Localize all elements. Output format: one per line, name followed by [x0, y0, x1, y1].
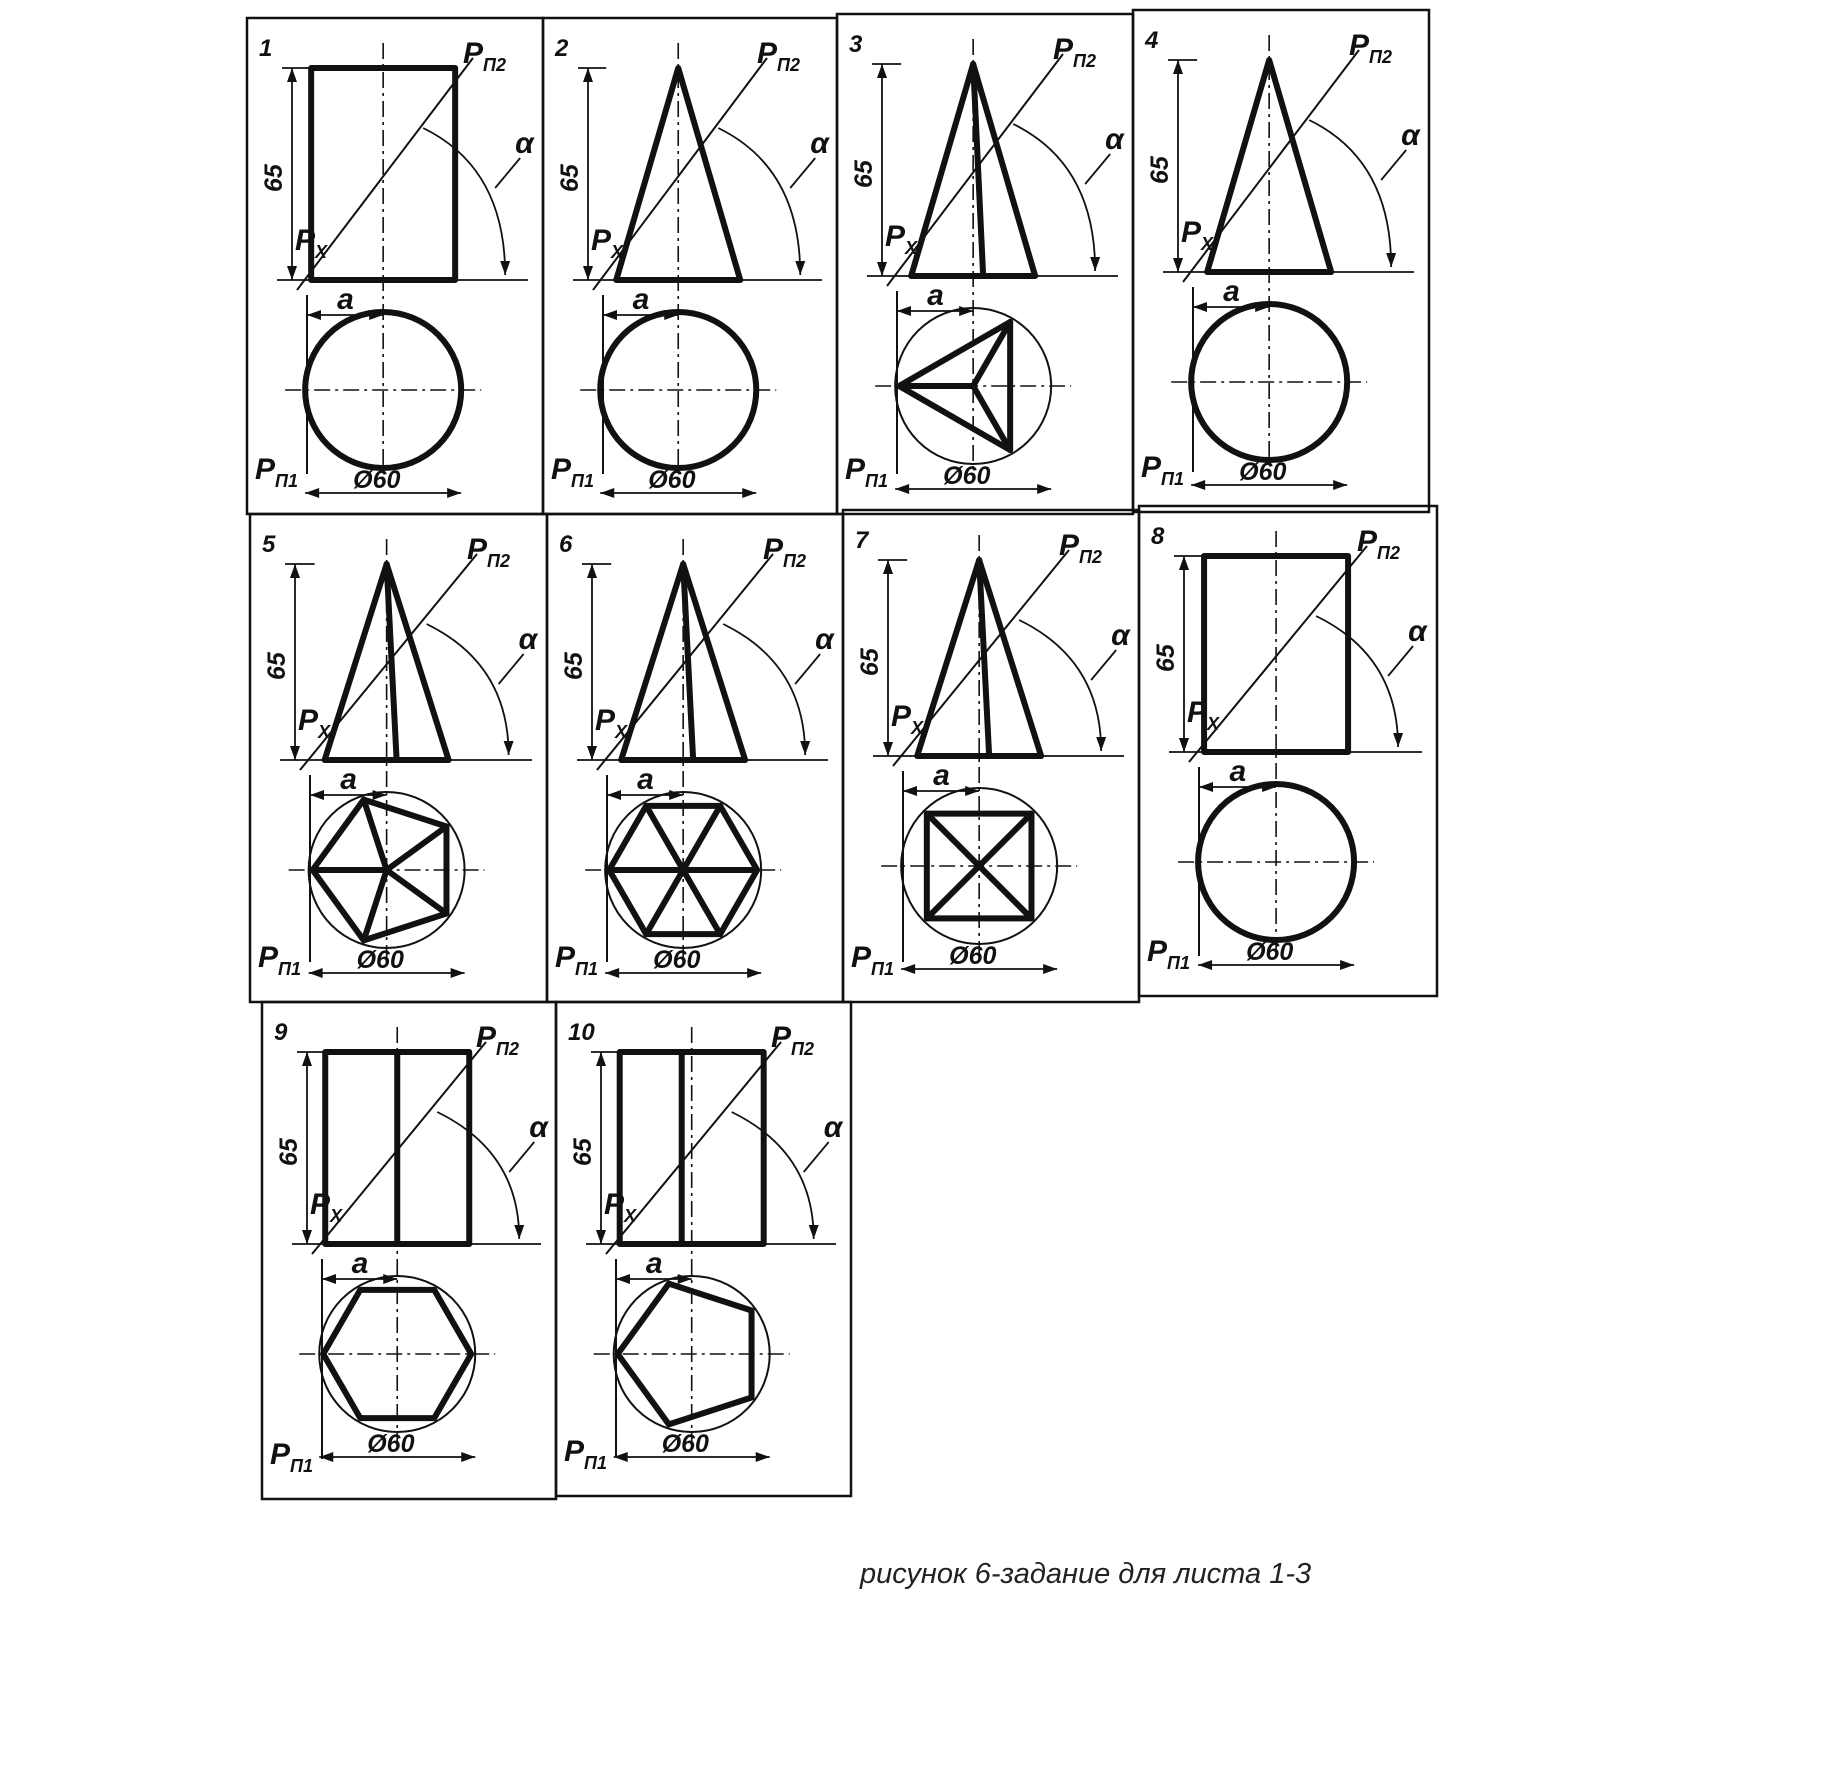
dimension-arrow [1173, 258, 1183, 272]
angle-label: α [518, 623, 538, 656]
horizontal-trace-label: $P_{П1}$ [258, 941, 301, 979]
horizontal-trace-label: $P_{П1}$ [255, 453, 298, 491]
dimension-arrow [616, 1274, 630, 1284]
frontal-trace-label: $P_{П2}$ [1053, 33, 1096, 71]
frontal-trace-label: $P_{П2}$ [463, 37, 506, 75]
variant-number: 5 [262, 531, 276, 558]
dimension-arrow [309, 968, 323, 978]
diameter-label: Ø60 [648, 466, 696, 494]
variant-panel-5 [250, 514, 547, 1002]
dimension-arrow [1043, 964, 1057, 974]
vanishing-point-label: $P_X$ [310, 1188, 343, 1226]
plan-edge [979, 814, 1031, 866]
angle-arc [423, 128, 505, 275]
angle-leader [495, 158, 520, 188]
offset-label: a [645, 1247, 663, 1280]
frontal-trace-label: $P_{П2}$ [467, 533, 510, 571]
variant-panels [247, 10, 1437, 1499]
dimension-arrow [1173, 60, 1183, 74]
vanishing-point-label: $P_X$ [885, 220, 918, 258]
height-label: 65 [560, 652, 588, 680]
vanishing-point-label: $P_X$ [604, 1188, 637, 1226]
angle-label: α [1408, 615, 1427, 648]
angle-label: α [1105, 123, 1124, 156]
dimension-arrow [1037, 484, 1051, 494]
dimension-arrow [290, 746, 300, 760]
dimension-arrow [1179, 738, 1189, 752]
dimension-arrow [451, 968, 465, 978]
horizontal-trace-label: $P_{П1}$ [564, 1435, 607, 1473]
frontal-trace-label: $P_{П2}$ [1349, 29, 1392, 67]
diameter-label: Ø60 [949, 942, 997, 970]
height-label: 65 [275, 1138, 303, 1166]
dimension-arrow [307, 310, 321, 320]
frontal-trace-label: $P_{П2}$ [763, 533, 806, 571]
dimension-arrow [583, 266, 593, 280]
variant-panel-10 [556, 1002, 851, 1496]
offset-label: a [351, 1247, 369, 1280]
diameter-label: Ø60 [653, 946, 701, 974]
dimension-arrow [1340, 960, 1354, 970]
variant-number: 7 [855, 527, 869, 554]
vanishing-point-label: $P_X$ [295, 224, 328, 262]
plan-edge [364, 870, 387, 940]
dimension-arrow [895, 484, 909, 494]
height-label: 65 [569, 1138, 597, 1166]
angle-leader [795, 654, 820, 684]
dimension-arrow [287, 266, 297, 280]
angle-arc [732, 1112, 814, 1239]
dimension-arrow [742, 488, 756, 498]
dimension-arrow [1333, 480, 1347, 490]
frontal-trace-label: $P_{П2}$ [771, 1021, 814, 1059]
diameter-label: Ø60 [1239, 458, 1287, 486]
variant-panel-3 [837, 14, 1133, 514]
dimension-arrow [302, 1230, 312, 1244]
angle-label: α [810, 127, 829, 160]
dimension-arrow [747, 968, 761, 978]
offset-label: a [927, 279, 944, 312]
dimension-arrow [514, 1225, 524, 1239]
horizontal-trace-label: $P_{П1}$ [1141, 451, 1184, 489]
offset-label: a [637, 763, 654, 796]
variant-panel-9 [262, 1002, 556, 1499]
angle-label: α [815, 623, 834, 656]
figure-caption: рисунок 6-задание для листа 1-3 [860, 1558, 1312, 1590]
frontal-trace-label: $P_{П2}$ [1357, 525, 1400, 563]
dimension-arrow [1193, 302, 1207, 312]
vanishing-point-label: $P_X$ [595, 704, 628, 742]
dimension-arrow [461, 1452, 475, 1462]
plan-edge [927, 866, 979, 918]
variant-number: 2 [555, 35, 569, 62]
plan-edge [646, 806, 683, 870]
dimension-arrow [302, 1052, 312, 1066]
angle-leader [804, 1142, 829, 1172]
diameter-label: Ø60 [661, 1430, 709, 1458]
dimension-arrow [883, 560, 893, 574]
height-label: 65 [1152, 644, 1180, 672]
plan-edge [387, 870, 447, 913]
variant-panel-2 [543, 18, 837, 514]
dimension-arrow [305, 488, 319, 498]
dimension-arrow [903, 786, 917, 796]
variant-panel-8 [1139, 506, 1437, 996]
dimension-arrow [1096, 737, 1106, 751]
angle-leader [1388, 646, 1413, 676]
dimension-arrow [287, 68, 297, 82]
dimension-arrow [310, 790, 324, 800]
dimension-arrow [1386, 253, 1396, 267]
dimension-arrow [603, 310, 617, 320]
horizontal-trace-label: $P_{П1}$ [551, 453, 594, 491]
frontal-trace-label: $P_{П2}$ [757, 37, 800, 75]
variant-number: 1 [259, 35, 273, 62]
variant-panel-6 [547, 514, 843, 1002]
angle-label: α [1111, 619, 1130, 652]
plan-edge [979, 866, 1031, 918]
dimension-arrow [756, 1452, 770, 1462]
dimension-arrow [605, 968, 619, 978]
height-label: 65 [856, 648, 884, 676]
dimension-arrow [1191, 480, 1205, 490]
angle-leader [499, 654, 524, 684]
variant-panel-7 [843, 510, 1139, 1002]
dimension-arrow [1198, 960, 1212, 970]
angle-leader [509, 1142, 534, 1172]
dimension-arrow [800, 741, 810, 755]
dimension-arrow [607, 790, 621, 800]
diameter-label: Ø60 [356, 946, 404, 974]
vanishing-point-label: $P_X$ [1181, 216, 1214, 254]
angle-label: α [515, 127, 534, 160]
angle-leader [1091, 650, 1116, 680]
vanishing-point-label: $P_X$ [591, 224, 624, 262]
dimension-arrow [883, 742, 893, 756]
dimension-arrow [1090, 257, 1100, 271]
offset-label: a [1229, 755, 1247, 788]
offset-label: a [933, 759, 950, 792]
frontal-trace-label: $P_{П2}$ [476, 1021, 519, 1059]
vanishing-point-label: $P_X$ [298, 704, 331, 742]
angle-arc [1316, 616, 1398, 747]
plan-edge [683, 870, 720, 934]
dimension-arrow [290, 564, 300, 578]
plan-edge [364, 800, 387, 870]
dimension-arrow [600, 488, 614, 498]
horizontal-trace-label: $P_{П1}$ [1147, 935, 1190, 973]
dimension-arrow [897, 306, 911, 316]
diameter-label: Ø60 [1246, 938, 1294, 966]
variant-number: 9 [274, 1019, 288, 1046]
dimension-arrow [322, 1274, 336, 1284]
diameter-label: Ø60 [367, 1430, 415, 1458]
dimension-arrow [877, 262, 887, 276]
dimension-arrow [1199, 782, 1213, 792]
height-label: 65 [1146, 156, 1174, 184]
dimension-arrow [809, 1225, 819, 1239]
angle-leader [790, 158, 815, 188]
dimension-arrow [596, 1052, 606, 1066]
diameter-label: Ø60 [353, 466, 401, 494]
variant-number: 3 [849, 31, 863, 58]
height-label: 65 [556, 164, 584, 192]
offset-label: a [340, 763, 357, 796]
variant-number: 6 [559, 531, 573, 558]
dimension-arrow [583, 68, 593, 82]
variant-number: 4 [1145, 27, 1159, 54]
dimension-arrow [1179, 556, 1189, 570]
dimension-arrow [587, 746, 597, 760]
angle-label: α [823, 1111, 843, 1144]
angle-arc [437, 1112, 519, 1239]
vanishing-point-label: $P_X$ [1187, 696, 1220, 734]
dimension-arrow [500, 261, 510, 275]
dimension-arrow [795, 261, 805, 275]
height-label: 65 [263, 652, 291, 680]
plan-edge [387, 827, 447, 870]
vanishing-point-label: $P_X$ [891, 700, 924, 738]
angle-label: α [1401, 119, 1420, 152]
frontal-trace-label: $P_{П2}$ [1059, 529, 1102, 567]
dimension-arrow [504, 741, 514, 755]
horizontal-trace-label: $P_{П1}$ [851, 941, 894, 979]
dimension-arrow [877, 64, 887, 78]
variant-panel-1 [247, 18, 543, 514]
variant-number: 8 [1151, 523, 1165, 550]
dimension-arrow [1393, 733, 1403, 747]
angle-label: α [529, 1111, 548, 1144]
offset-label: a [337, 283, 354, 316]
offset-label: a [1223, 275, 1240, 308]
height-label: 65 [260, 164, 288, 192]
offset-label: a [632, 283, 650, 316]
dimension-arrow [901, 964, 915, 974]
variant-panel-4 [1133, 10, 1429, 512]
dimension-arrow [587, 564, 597, 578]
dimension-arrow [596, 1230, 606, 1244]
angle-leader [1381, 150, 1406, 180]
angle-leader [1085, 154, 1110, 184]
diameter-label: Ø60 [943, 462, 991, 490]
height-label: 65 [850, 160, 878, 188]
plan-edge [927, 814, 979, 866]
horizontal-trace-label: $P_{П1}$ [555, 941, 598, 979]
plan-edge [646, 870, 683, 934]
plan-edge [683, 806, 720, 870]
horizontal-trace-label: $P_{П1}$ [270, 1438, 313, 1476]
dimension-arrow [447, 488, 461, 498]
variant-number: 10 [568, 1019, 595, 1046]
horizontal-trace-label: $P_{П1}$ [845, 453, 888, 491]
